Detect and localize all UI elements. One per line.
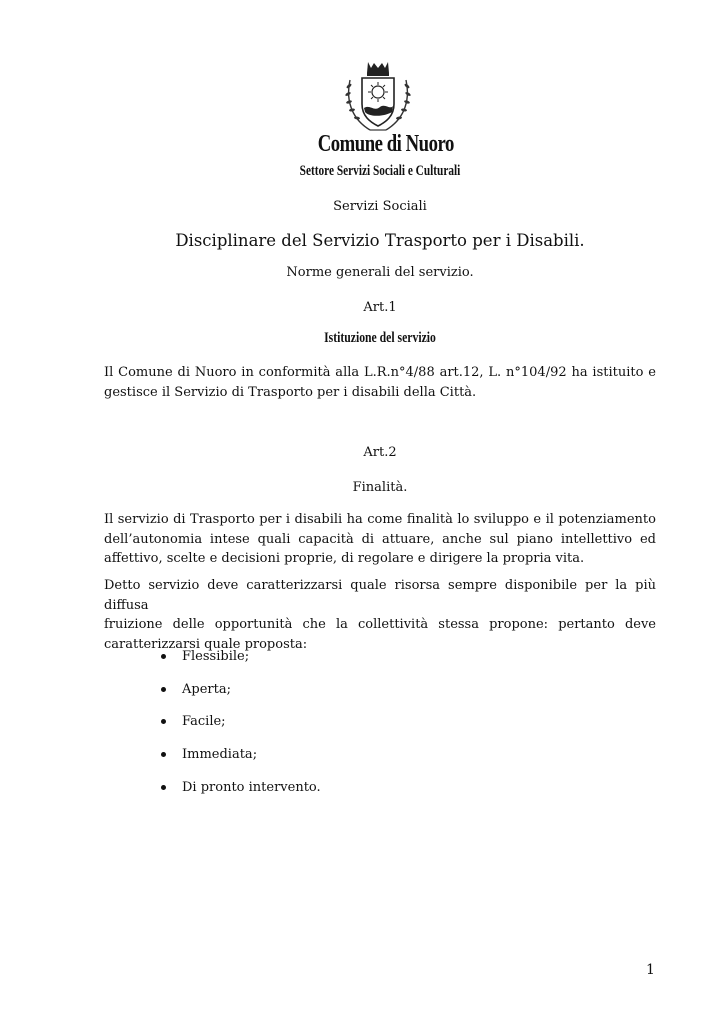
bullet-item: Flessibile; bbox=[160, 647, 321, 680]
bullet-item: Facile; bbox=[160, 712, 321, 745]
page-number: 1 bbox=[646, 962, 655, 978]
paragraph-line: affettivo, scelte e decisioni proprie, di regolare e dirigere la propria vita. bbox=[104, 551, 585, 566]
department-subtitle: Settore Servizi Sociali e Culturali bbox=[299, 163, 461, 179]
article-1-paragraph bbox=[104, 363, 656, 402]
bullet-item: Immediata; bbox=[160, 745, 321, 778]
paragraph-line: Detto servizio deve caratterizzarsi quale risorsa sempre disponibile per la più diffusa bbox=[104, 578, 656, 613]
article-1-number: Art.1 bbox=[363, 300, 397, 315]
coat-of-arms-emblem bbox=[340, 60, 416, 140]
municipality-title: Comune di Nuoro bbox=[317, 131, 454, 157]
paragraph-line: Il Comune di Nuoro in conformità alla L.R.n°4/88 art.12, L. n°104/92 ha istituito e bbox=[104, 365, 656, 380]
paragraph-line: Il servizio di Trasporto per i disabili ha come finalità lo sviluppo e il potenziamento bbox=[104, 512, 656, 527]
bullet-item: Di pronto intervento. bbox=[160, 778, 321, 811]
paragraph-line: gestisce il Servizio di Trasporto per i disabili della Città. bbox=[104, 384, 477, 400]
article-2-heading: Finalità. bbox=[352, 480, 408, 495]
article-2-paragraph-1 bbox=[104, 510, 656, 569]
article-2-number: Art.2 bbox=[363, 445, 397, 460]
requirements-bullet-list bbox=[160, 647, 321, 810]
article-2-paragraph-2 bbox=[104, 576, 656, 654]
article-1-heading: Istituzione del servizio bbox=[324, 330, 436, 346]
paragraph-line: dell’autonomia intese quali capacità di attuare, anche sul piano intellettivo ed bbox=[104, 531, 656, 547]
document-title: Disciplinare del Servizio Trasporto per i Disabili. bbox=[175, 231, 585, 250]
document-subtitle: Norme generali del servizio. bbox=[286, 265, 474, 280]
section-label: Servizi Sociali bbox=[333, 199, 427, 214]
paragraph-line: caratterizzarsi quale proposta: bbox=[104, 636, 308, 652]
bullet-item: Aperta; bbox=[160, 680, 321, 713]
paragraph-line: fruizione delle opportunità che la collettività stessa propone: pertanto deve bbox=[104, 617, 656, 632]
